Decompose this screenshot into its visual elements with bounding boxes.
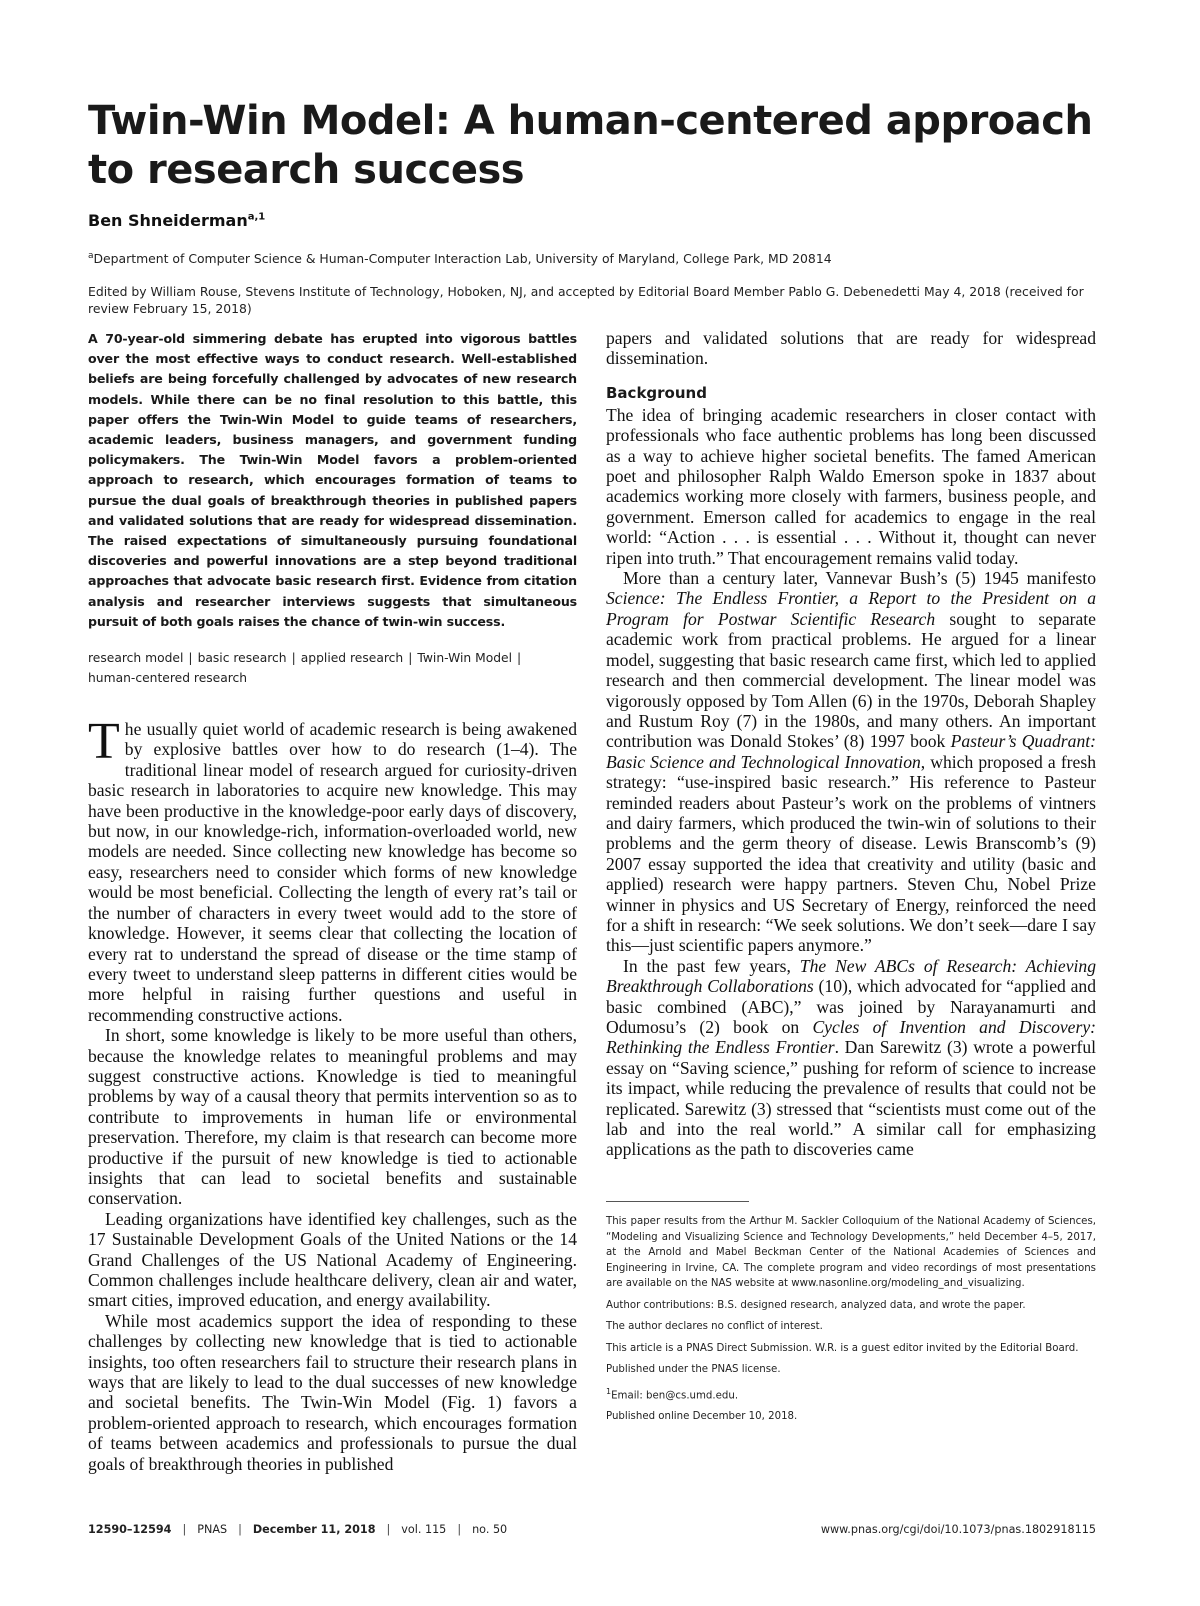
email-text: Email: ben@cs.umd.edu. <box>611 1389 739 1401</box>
introduction <box>88 713 577 1474</box>
body-paragraph: While most academics support the idea of responding to these challenges by collecting new knowledge that is tied to actionable insights, too often researchers fail to structure their research plans in ways that are likely to lead to the dual successes of new knowledge and societal benefits. The Twin-Win Model (Fig. 1) favors a problem-oriented approach to research, which encourages formation of teams between academics and professionals to pursue the dual goals of breakthrough theories in published <box>88 1310 577 1474</box>
footnote-license: Published under the PNAS license. <box>606 1364 781 1375</box>
body-paragraph: The idea of bringing academic researchers in closer contact with professionals who face authentic problems has long been discussed as a way to achieve higher societal benefits. The famed American poet and philosopher Ralph Waldo Emerson spoke in 1837 about academics working more closely with farmers, business people, and government. Emerson called for academics to engage in the real world: “Action . . . is essential . . . Without it, thought can never ripen into truth.” That encouragement remains valid today. <box>606 404 1096 568</box>
paragraph-text: he usually quiet world of academic research is being awakened by explosive battles over how to do research (1–4). The traditional linear model of research argued for curiosity-driven basic research in laboratories to acquire new knowledge. This may have been productive in the knowledge-poor early days of discovery, but now, in our knowledge-rich, information-overloaded world, new models are needed. Since collecting new knowledge has become so easy, researchers need to consider which forms of new knowledge would be most beneficial. Collecting the length of every rat’s tail or the number of characters in every tweet would add to the store of knowledge. However, it seems clear that collecting the location of every rat to understand the spread of disease or the time stamp of every tweet to understand sleep patterns in different cities would be more helpful in raising further questions and useful in recommending constructive actions. <box>88 719 577 1025</box>
footer-separator: | <box>182 1523 187 1536</box>
drop-cap: T <box>88 713 120 771</box>
doi-link[interactable]: www.pnas.org/cgi/doi/10.1073/pnas.1802918115 <box>820 1523 1096 1536</box>
body-paragraph <box>606 568 1096 956</box>
italic-title: Science: The Endless Frontier, a Report to the President on a Program for Postwar Scientific Research <box>606 588 1096 629</box>
author-name: Ben Shneiderman <box>88 211 248 230</box>
footnote-contributions: Author contributions: B.S. designed research, analyzed data, and wrote the paper. <box>606 1299 1026 1311</box>
footnote-published: Published online December 10, 2018. <box>606 1411 798 1423</box>
author-line <box>88 211 265 230</box>
paragraph-text: , which proposed a fresh strategy: “use-inspired basic research.” His reference to Pasteur reminded readers about Pasteur’s work on the problems of vintners and dairy farmers, which produced the twin-win of solutions to their problems and the germ theory of disease. Lewis Branscomb’s (9) 2007 essay supported the idea that creativity and utility (basic and applied) research were happy partners. Steven Chu, Nobel Prize winner in physics and US Secretary of Energy, reinforced the need for a shift in research: “We seek solutions. We don’t seek—dare I say this—just scientific papers anymore.” <box>606 751 1096 956</box>
author-superscript: a,1 <box>247 211 266 223</box>
page-range: 12590–12594 <box>88 1523 172 1536</box>
footer-separator: | <box>386 1523 391 1536</box>
footnote-submission: This article is a PNAS Direct Submission. W.R. is a guest editor invited by the Editorial Board. <box>606 1342 1079 1354</box>
keyword: research model <box>88 651 184 666</box>
footer-separator: | <box>238 1523 242 1536</box>
left-column <box>88 329 577 1474</box>
right-column <box>606 328 1096 1160</box>
body-paragraph <box>88 713 577 1025</box>
affiliation-text: Department of Computer Science & Human-Computer Interaction Lab, University of Maryland, College Park, MD 20814 <box>93 251 832 267</box>
edited-by-note: Edited by William Rouse, Stevens Institute of Technology, Hoboken, NJ, and accepted by Editorial Board Member Pablo G. Debenedetti May 4, 2018 (received for review February 15, 2018) <box>88 284 1084 316</box>
italic-title: Cycles of Invention and Discovery: Rethinking the Endless Frontier <box>606 1017 1096 1058</box>
paragraph-text: More than a century later, Vannevar Bush’s (5) 1945 manifesto <box>623 568 1096 589</box>
abstract: A 70-year-old simmering debate has erupted into vigorous battles over the most effective ways to conduct research. Well-established beliefs are being forcefully challenged by advocates of new research models. While there can be no final resolution to this battle, this paper offers the Twin-Win Model to guide teams of researchers, academic leaders, business managers, and government funding policymakers. The Twin-Win Model favors a problem-oriented approach to research, which encourages formation of teams to pursue the dual goals of breakthrough theories in published papers and validated solutions that are ready for widespread dissemination. The raised expectations of simultaneously pursuing foundational discoveries and powerful innovations are a step beyond traditional approaches that advocate basic research first. Evidence from citation analysis and researcher interviews suggests that simultaneous pursuit of both goals raises the chance of twin-win success. <box>88 331 577 629</box>
paragraph-text: In the past few years, <box>623 955 800 976</box>
keyword-separator: | <box>408 651 413 666</box>
issue-date: December 11, 2018 <box>252 1523 376 1536</box>
issue-number: no. 50 <box>472 1523 508 1536</box>
footnote-colloquium: This paper results from the Arthur M. Sackler Colloquium of the National Academy of Sciences, “Modeling and Visualizing Science and Technology Developments,” held December 4–5, 2017, at the Arnold and Mabel Beckman Center of the National Academies of Sciences and Engineering in Irvine, CA. The complete program and video recordings of most presentations are available on the NAS website at www.nasonline.org/modeling_and_visualizing. <box>606 1216 1096 1289</box>
footer-separator: | <box>457 1523 462 1536</box>
volume: vol. 115 <box>401 1523 447 1536</box>
keyword: basic research <box>197 651 287 666</box>
body-paragraph: In short, some knowledge is likely to be more useful than others, because the knowledge relates to meaningful problems and may suggest constructive actions. Knowledge is tied to meaningful problems by way of a causal theory that permits intervention so as to contribute to improvements in human life or environmental preservation. Therefore, my claim is that research can become more productive if the pursuit of new knowledge is tied to actionable insights that can lead to societal benefits and sustainable conservation. <box>88 1025 577 1209</box>
footnote-conflict: The author declares no conflict of interest. <box>606 1321 823 1332</box>
page-footer-citation <box>88 1523 507 1536</box>
email-superscript: 1 <box>606 1386 612 1396</box>
keyword-separator: | <box>291 651 296 666</box>
journal-name: PNAS <box>197 1523 228 1536</box>
body-paragraph: papers and validated solutions that are ready for widespread dissemination. <box>606 328 1096 369</box>
body-paragraph <box>606 956 1096 1160</box>
body-paragraph: Leading organizations have identified key challenges, such as the 17 Sustainable Development Goals of the United Nations or the 14 Grand Challenges of the US National Academy of Engineering. Common challenges include healthcare delivery, clean air and water, smart cities, improved education, and energy availability. <box>88 1208 577 1311</box>
footnotes <box>606 1214 1096 1431</box>
affiliation <box>88 251 1128 266</box>
right-column-text <box>606 328 1096 1160</box>
affiliation-superscript: a <box>88 251 94 261</box>
keyword: Twin-Win Model <box>417 651 513 666</box>
paper-title: Twin-Win Model: A human-centered approach to research success <box>88 98 1093 193</box>
paragraph-text: sought to separate academic work from practical problems. He argued for a linear model, suggesting that basic research came first, which led to applied research and then commercial development. The linear model was vigorously opposed by Tom Allen (6) in the 1970s, Deborah Shapley and Rustum Roy (7) in the 1980s, and many others. An important contribution was Donald Stokes’ (8) 1997 book <box>606 608 1096 752</box>
keyword: applied research <box>300 651 404 666</box>
section-heading-background: Background <box>606 383 707 402</box>
keyword: human-centered research <box>88 670 248 685</box>
keyword-separator: | <box>517 651 522 666</box>
italic-title: Pasteur’s Quadrant: Basic Science and Technological Innovation <box>606 731 1096 772</box>
footnote-divider <box>606 1201 749 1202</box>
paragraph-text: . Dan Sarewitz (3) wrote a powerful essay on “Saving science,” pushing for reform of science to increase its impact, while reducing the prevalence of results that could not be replicated. Sarewitz (3) stressed that “scientists must come out of the lab and into the real world.” A similar call for emphasizing applications as the path to discoveries came <box>606 1037 1097 1160</box>
italic-title: The New ABCs of Research: Achieving Breakthrough Collaborations <box>606 955 1097 997</box>
keywords <box>88 649 577 688</box>
keyword-separator: | <box>188 651 193 666</box>
paragraph-text: (10), which advocated for “applied and basic combined (ABC),” was joined by Narayanamurti and Odumosu’s (2) book on <box>606 976 1096 1037</box>
footnote-email <box>606 1384 1096 1404</box>
